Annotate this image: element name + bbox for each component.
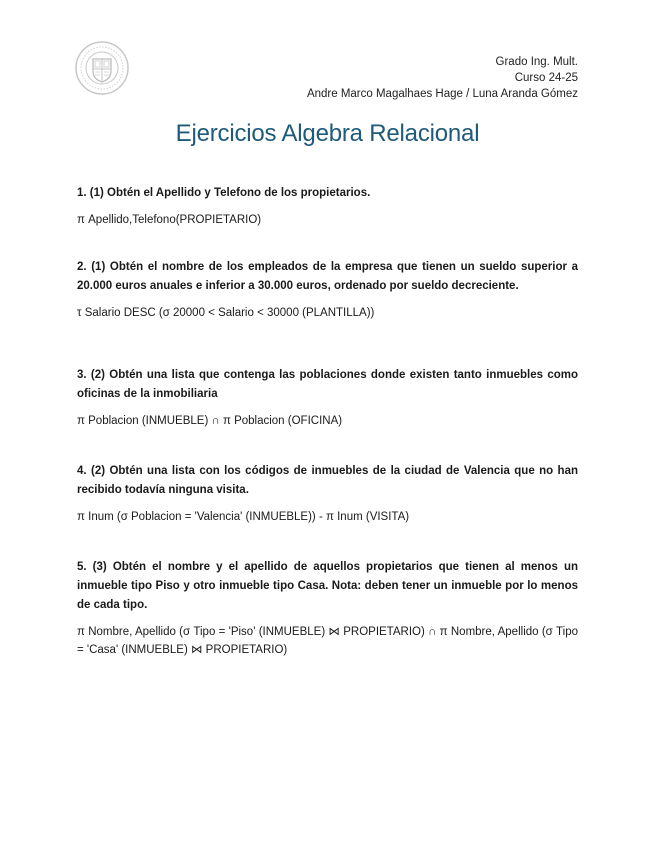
exercise-question: 2. (1) Obtén el nombre de los empleados de la empresa que tienen un sueldo superior a 20.000 euros anuales e inferior a 30.000 euros, ordenado por sueldo decreciente.: [77, 261, 578, 292]
exercise-list: [77, 184, 578, 659]
exercise-3: [77, 366, 578, 462]
exercise-question: 4. (2) Obtén una lista con los códigos de inmuebles de la ciudad de Valencia que no han recibido todavía ninguna visita.: [77, 465, 578, 496]
university-seal-icon: [74, 40, 130, 96]
header-degree: Grado Ing. Mult.: [495, 56, 578, 68]
document-header: [307, 54, 578, 102]
exercise-answer: π Poblacion (INMUEBLE) ∩ π Poblacion (OFICINA): [77, 415, 343, 427]
exercise-4: [77, 462, 578, 558]
exercise-2: [77, 258, 578, 366]
exercise-question: 3. (2) Obtén una lista que contenga las poblaciones donde existen tanto inmuebles como oficinas de la inmobiliaria: [77, 369, 578, 400]
exercise-1: [77, 184, 578, 258]
header-course: Curso 24-25: [514, 72, 578, 84]
exercise-5: [77, 558, 578, 659]
page-title: Ejercicios Algebra Relacional: [175, 120, 480, 147]
exercise-answer: π Apellido,Telefono(PROPIETARIO): [77, 214, 262, 226]
header-authors: Andre Marco Magalhaes Hage / Luna Aranda Gómez: [306, 88, 578, 100]
exercise-answer: π Inum (σ Poblacion = 'Valencia' (INMUEBLE)) - π Inum (VISITA): [77, 511, 410, 523]
exercise-answer: π Nombre, Apellido (σ Tipo = 'Piso' (INMUEBLE) ⋈ PROPIETARIO) ∩ π Nombre, Apellido (σ Tipo = 'Casa' (INMUEBLE) ⋈ PROPIETARIO): [77, 626, 578, 656]
exercise-question: 1. (1) Obtén el Apellido y Telefono de los propietarios.: [77, 187, 371, 199]
exercise-question: 5. (3) Obtén el nombre y el apellido de aquellos propietarios que tienen al menos un inmueble tipo Piso y otro inmueble tipo Casa. Nota: deben tener un inmueble por lo menos de cada tipo.: [77, 561, 578, 611]
exercise-answer: τ Salario DESC (σ 20000 < Salario < 30000 (PLANTILLA)): [77, 307, 375, 319]
